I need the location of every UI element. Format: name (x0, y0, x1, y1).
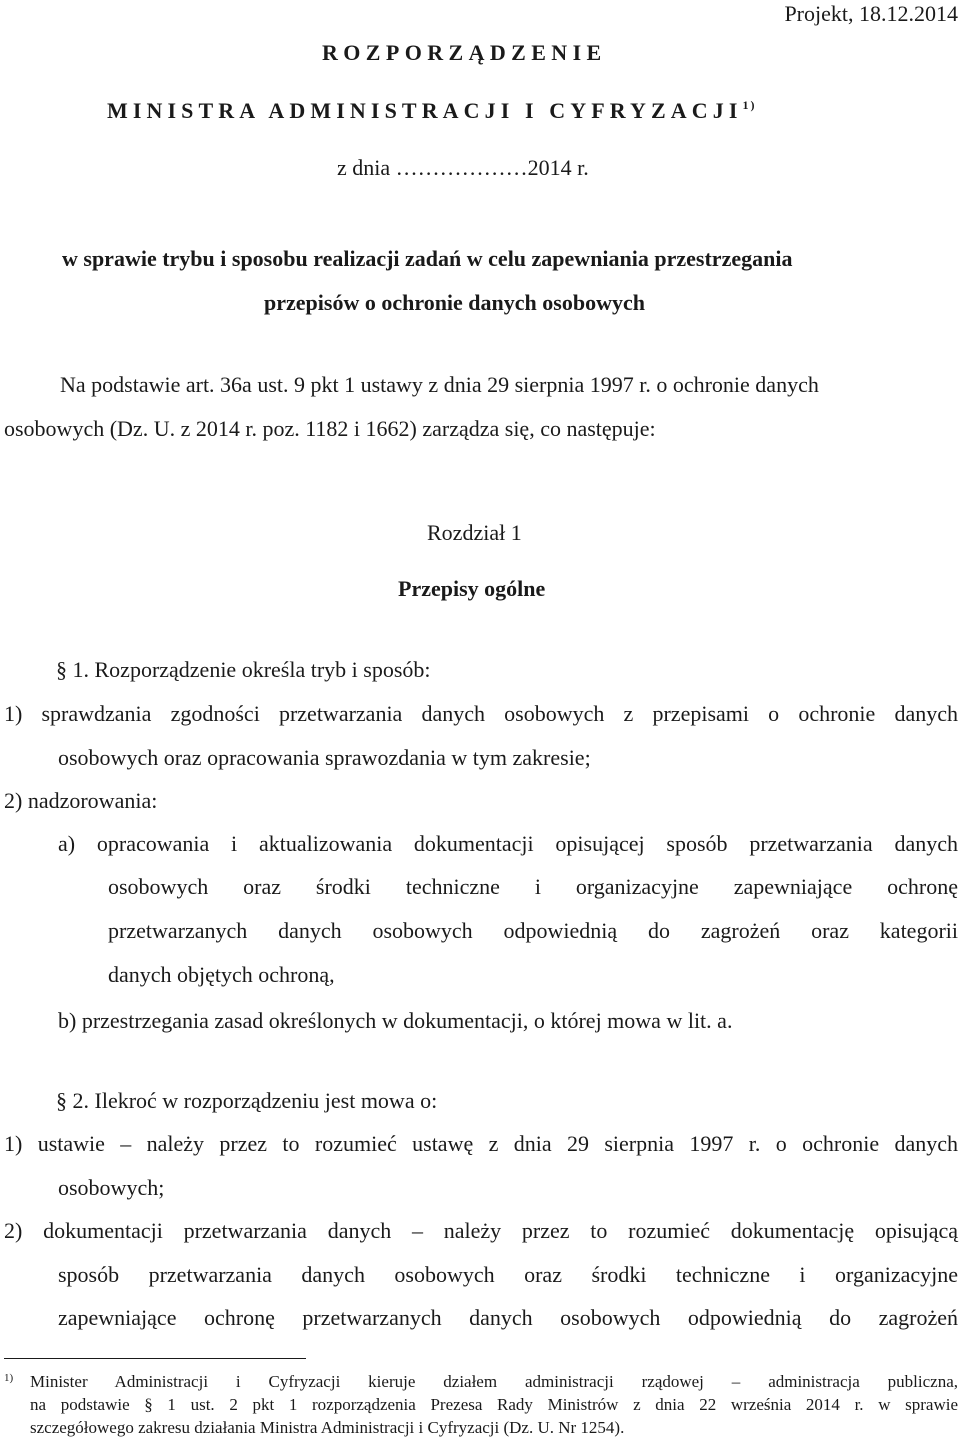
footnote-separator (4, 1358, 306, 1359)
section-1-item-2b: b) przestrzegania zasad określonych w dokumentacji, o której mowa w lit. a. (58, 1008, 733, 1033)
document-date: z dnia ………………2014 r. (337, 155, 589, 180)
footnote-line-1: Minister Administracji i Cyfryzacji kieruje działem administracji rządowej – administracja publiczna, (30, 1372, 958, 1391)
section-2-definition-2-line-3: zapewniające ochronę przetwarzanych danych osobowych odpowiednią do zagrożeń (58, 1305, 958, 1330)
document-title: ROZPORZĄDZENIE (322, 40, 607, 65)
section-2-definition-1-line-1: 1) ustawie – należy przez to rozumieć ustawę z dnia 29 sierpnia 1997 r. o ochronie danych (4, 1131, 958, 1156)
footnote-mark: 1) (4, 1372, 14, 1384)
section-2-definition-2-line-2: sposób przetwarzania danych osobowych oraz środki techniczne i organizacyjne (58, 1262, 958, 1287)
issuing-ministry (107, 98, 757, 124)
section-1-item-1-line-2: osobowych oraz opracowania sprawozdania w tym zakresie; (58, 745, 591, 770)
ministry-name: MINISTRA ADMINISTRACJI I CYFRYZACJI (107, 98, 743, 123)
subject-line-1: w sprawie trybu i sposobu realizacji zadań w celu zapewniania przestrzegania (62, 246, 793, 271)
section-1-item-2a-line-3: przetwarzanych danych osobowych odpowiednią do zagrożeń oraz kategorii (108, 918, 958, 943)
legal-basis-line-1: Na podstawie art. 36a ust. 9 pkt 1 ustawy z dnia 29 sierpnia 1997 r. o ochronie danych (60, 372, 819, 397)
footnote-line-2: na podstawie § 1 ust. 2 pkt 1 rozporządzenia Prezesa Rady Ministrów z dnia 22 września 2014 r. w sprawie (30, 1395, 958, 1414)
section-1-item-2a-line-1: a) opracowania i aktualizowania dokumentacji opisującej sposób przetwarzania danych (58, 831, 958, 856)
subject-line-2: przepisów o ochronie danych osobowych (264, 290, 645, 315)
section-2-intro: § 2. Ilekroć w rozporządzeniu jest mowa o: (56, 1088, 438, 1113)
footnote-reference: 1) (742, 98, 757, 112)
section-1-item-2a-line-2: osobowych oraz środki techniczne i organizacyjne zapewniające ochronę (108, 874, 958, 899)
section-1-item-2a-line-4: danych objętych ochroną, (108, 962, 335, 987)
section-2-definition-1-line-2: osobowych; (58, 1175, 165, 1200)
section-2-definition-2-line-1: 2) dokumentacji przetwarzania danych – należy przez to rozumieć dokumentację opisującą (4, 1218, 958, 1243)
chapter-number: Rozdział 1 (427, 520, 522, 545)
section-1-item-1-line-1: 1) sprawdzania zgodności przetwarzania danych osobowych z przepisami o ochronie danych (4, 701, 958, 726)
legal-basis-line-2: osobowych (Dz. U. z 2014 r. poz. 1182 i 1662) zarządza się, co następuje: (4, 416, 656, 441)
chapter-title: Przepisy ogólne (398, 576, 546, 601)
footnote-line-3: szczegółowego zakresu działania Ministra Administracji i Cyfryzacji (Dz. U. Nr 1254). (30, 1418, 625, 1437)
draft-note: Projekt, 18.12.2014 (784, 1, 958, 26)
section-1-item-2: 2) nadzorowania: (4, 788, 158, 813)
section-1-intro: § 1. Rozporządzenie określa tryb i sposób: (56, 657, 431, 682)
